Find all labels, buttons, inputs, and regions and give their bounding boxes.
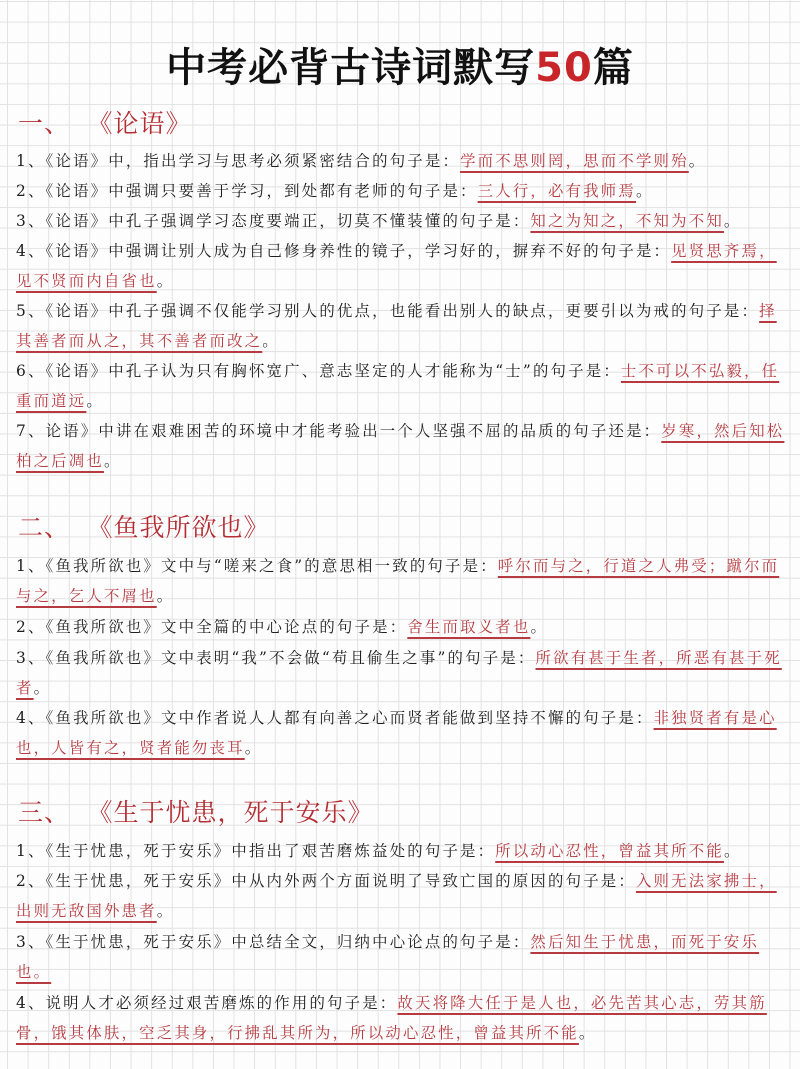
- section-heading-lunyu: [18, 104, 192, 140]
- answer-text: 故天将降大任于是人也，必先苦其心志，劳其筋骨，饿其体肤，空乏其身，行拂乱其所为，所以动心忍性，曾益其所不能: [16, 994, 767, 1042]
- question-text: 1、《鱼我所欲也》文中与“嗟来之食”的意思相一致的句子是：: [16, 557, 498, 575]
- question-text: 1、《论语》中，指出学习与思考必须紧密结合的句子是：: [16, 152, 461, 170]
- section-index: 一、: [18, 109, 71, 138]
- end-punct: 。: [578, 1024, 597, 1042]
- answer-text: 知之为知之，不知为不知: [530, 212, 724, 230]
- list-item: [16, 146, 786, 176]
- section-name: 《生于忧患，死于安乐》: [100, 798, 374, 827]
- end-punct: 。: [156, 272, 175, 290]
- end-punct: 。: [156, 587, 175, 605]
- question-text: 7、论语》中讲在艰难困苦的环境中才能考验出一个人坚强不屈的品质的句子还是：: [16, 422, 662, 440]
- answer-text: 见贤思齐焉，见不贤而内自省也: [16, 242, 777, 290]
- question-text: 4、《论语》中强调让别人成为自己修身养性的镜子，学习好的，摒弃不好的句子是：: [16, 242, 672, 260]
- answer-text: 择其善者而从之，其不善者而改之: [16, 302, 777, 350]
- list-item: [16, 643, 786, 703]
- question-text: 3、《论语》中孔子强调学习态度要端正，切莫不懂装懂的句子是：: [16, 212, 531, 230]
- question-text: 2、《论语》中强调只要善于学习，到处都有老师的句子是：: [16, 182, 478, 200]
- section-index: 三、: [18, 798, 71, 827]
- list-item: [16, 416, 786, 476]
- list-item: [16, 866, 786, 926]
- answer-text: 三人行，必有我师焉: [477, 182, 636, 200]
- end-punct: 。: [723, 212, 742, 230]
- list-item: [16, 206, 786, 236]
- list-item: [16, 927, 786, 987]
- end-punct: 。: [156, 902, 175, 920]
- list-item: [16, 356, 786, 416]
- list-item: [16, 176, 786, 206]
- question-text: 2、《鱼我所欲也》文中全篇的中心论点的句子是：: [16, 618, 408, 636]
- answer-text: 岁寒，然后知松柏之后凋也: [16, 422, 785, 470]
- end-punct: 。: [86, 392, 104, 410]
- list-item: [16, 988, 786, 1048]
- list-item: [16, 612, 786, 642]
- answer-text: 所以动心忍性，曾益其所不能: [495, 842, 724, 860]
- end-punct: 。: [530, 618, 549, 636]
- title-suffix: 篇: [592, 45, 634, 91]
- question-text: 5、《论语》中孔子强调不仅能学习别人的优点，也能看出别人的缺点，更要引以为戒的句子是：: [16, 302, 760, 320]
- page-title: [0, 36, 800, 93]
- end-punct: 。: [635, 182, 654, 200]
- end-punct: 。: [262, 332, 280, 350]
- answer-text: 入则无法家拂士，出则无敌国外患者: [16, 872, 777, 920]
- answer-text: 然后知生于忧患，而死于安乐也。: [16, 933, 760, 981]
- list-item: [16, 551, 786, 611]
- section-index: 二、: [18, 513, 71, 542]
- question-text: 2、《生于忧患，死于安乐》中从内外两个方面说明了导致亡国的原因的句子是：: [16, 872, 636, 890]
- question-text: 6、《论语》中孔子认为只有胸怀宽广、意志坚定的人才能称为“士”的句子是：: [16, 362, 621, 380]
- answer-text: 舍生而取义者也: [407, 618, 531, 636]
- end-punct: 。: [33, 679, 52, 697]
- section-name: 《论语》: [100, 109, 192, 138]
- question-text: 3、《鱼我所欲也》文中表明“我”不会做“苟且偷生之事”的句子是：: [16, 649, 536, 667]
- list-item: [16, 836, 786, 866]
- list-item: [16, 296, 786, 356]
- end-punct: 。: [688, 152, 707, 170]
- answer-text: 呼尔而与之，行道之人弗受；蹴尔而与之，乞人不屑也: [16, 557, 780, 605]
- answer-text: 士不可以不弘毅，任重而道远: [16, 362, 780, 410]
- title-number: 50: [535, 45, 593, 91]
- question-text: 4、《鱼我所欲也》文中作者说人人都有向善之心而贤者能做到坚持不懈的句子是：: [16, 709, 654, 727]
- question-text: 3、《生于忧患，死于安乐》中总结全文，归纳中心论点的句子是：: [16, 933, 531, 951]
- answer-text: 所欲有甚于生者，所恶有甚于死者: [16, 649, 782, 697]
- section-heading-shengyuyouhuan: [18, 793, 374, 829]
- end-punct: 。: [723, 842, 742, 860]
- end-punct: 。: [103, 452, 122, 470]
- question-text: 4、说明人才必须经过艰苦磨炼的作用的句子是：: [16, 994, 398, 1012]
- question-text: 1、《生于忧患，死于安乐》中指出了艰苦磨炼益处的句子是：: [16, 842, 496, 860]
- end-punct: 。: [244, 739, 263, 757]
- answer-text: 学而不思则罔，思而不学则殆: [460, 152, 689, 170]
- list-item: [16, 236, 786, 296]
- section-heading-yuwosuoyuye: [18, 508, 270, 544]
- list-item: [16, 703, 786, 763]
- title-text: 中考必背古诗词默写: [166, 45, 536, 91]
- section-name: 《鱼我所欲也》: [100, 513, 270, 542]
- answer-text: 非独贤者有是心也，人皆有之，贤者能勿丧耳: [16, 709, 777, 757]
